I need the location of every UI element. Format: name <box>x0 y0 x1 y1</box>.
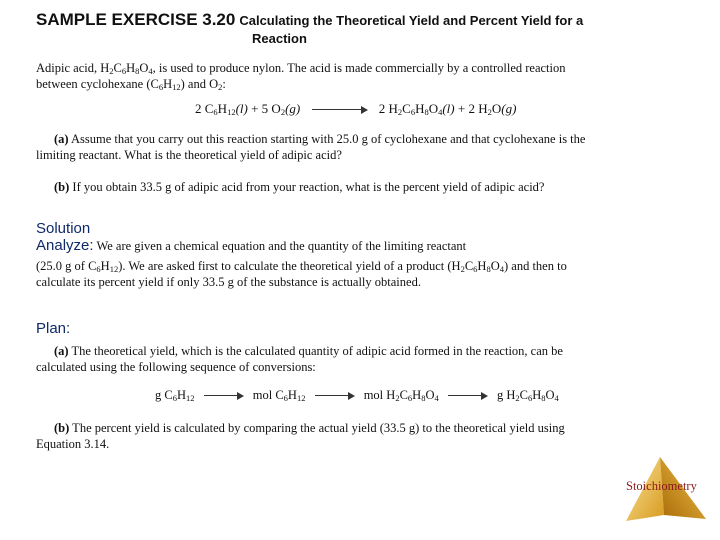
conversion-arrow-icon <box>204 391 244 401</box>
analyze-label: Analyze: <box>36 237 94 254</box>
chemical-equation: 2 $C_6H_{12}(l) + 5$ $O_2(g)$ 2 $H_2C_6H_8O_4(l) + 2$ $H_2O(g)$ <box>195 101 517 117</box>
intro-paragraph <box>36 60 686 92</box>
analyze-text: (25.0 g of $C_6H_{12}$). We are asked first to calculate the theoretical yield of a product $(H_2C_6H_8O_4)$ and then to calculate its percent yield if only 33.5 g of the substance is actually obtained. <box>36 259 567 289</box>
solution-heading: Solution <box>36 220 91 237</box>
exercise-title-line2: Reaction <box>252 31 307 46</box>
question-part-a: (a) Assume that you carry out this reaction starting with 25.0 g of cyclohexane and that cyclohexane is the limiting reactant. What is the theoretical yield of adipic acid? <box>36 132 586 162</box>
conversion-arrow-icon <box>448 391 488 401</box>
exercise-header <box>36 10 583 30</box>
plan-part-a: (a) The theoretical yield, which is the calculated quantity of adipic acid formed in the reaction, can be calculated using the following sequence of conversions: <box>36 344 563 374</box>
exercise-title: Calculating the Theoretical Yield and Percent Yield for a <box>239 13 584 28</box>
analyze-line: Analyze: We are given a chemical equation and the quantity of the limiting reactant <box>36 237 467 254</box>
plan-part-b: (b) The percent yield is calculated by comparing the actual yield (33.5 g) to the theoretical yield using Equation 3.14. <box>36 421 565 451</box>
conversion-sequence: g $C_6H_{12}$ mol $C_6H_{12}$ mol $H_2C_6H_8O_4$ g $H_2C_6H_8O_4$ <box>155 388 559 403</box>
stoichiometry-link[interactable]: Stoichiometry <box>626 479 697 493</box>
intro-line-2: between cyclohexane $(C_6H_{12})$ and $O_2$: <box>36 77 226 92</box>
part-a-label: (a) <box>54 132 69 146</box>
part-b-label: (b) <box>54 180 70 194</box>
exercise-number: SAMPLE EXERCISE 3.20 <box>36 10 236 29</box>
intro-line-1: Adipic acid, $H_2C_6H_8O_4$, is used to produce nylon. The acid is made commercially by a controlled reaction <box>36 61 566 76</box>
question-part-b: (b) If you obtain 33.5 g of adipic acid from your reaction, what is the percent yield of adipic acid? <box>54 180 545 194</box>
reaction-arrow-icon <box>312 105 368 115</box>
conversion-arrow-icon <box>315 391 355 401</box>
plan-heading: Plan: <box>36 320 71 337</box>
